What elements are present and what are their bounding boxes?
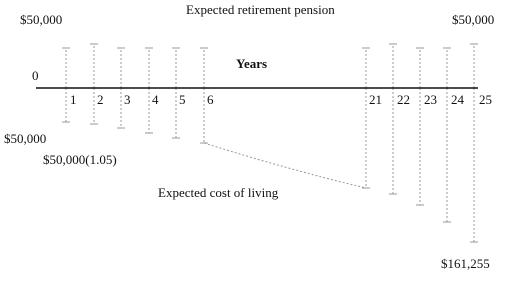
cost-growth-curve (204, 143, 366, 188)
pension-arrow (362, 48, 370, 88)
origin-label: 0 (32, 68, 39, 83)
pension-arrow (389, 44, 397, 88)
bottom-first-amount: $50,000 (4, 131, 47, 146)
pension-arrow (200, 48, 208, 88)
top-title: Expected retirement pension (186, 2, 335, 17)
year-tick: 1 (70, 92, 77, 107)
axis-label: Years (236, 56, 268, 71)
pension-arrow (117, 48, 125, 88)
pension-arrow (62, 48, 70, 88)
year-tick: 2 (97, 92, 104, 107)
pension-arrow (470, 44, 478, 88)
pension-arrow (90, 44, 98, 88)
year-tick: 3 (124, 92, 131, 107)
cost-arrow (62, 88, 70, 122)
cost-arrows (62, 88, 478, 242)
year-tick: 23 (424, 92, 437, 107)
bottom-last-amount: $161,255 (441, 256, 490, 271)
year-tick: 5 (179, 92, 186, 107)
cost-arrow (470, 88, 478, 242)
pension-arrows (62, 44, 478, 88)
bottom-second-amount: $50,000(1.05) (43, 152, 117, 167)
year-tick: 22 (397, 92, 410, 107)
cost-arrow (416, 88, 424, 205)
top-right-amount: $50,000 (452, 12, 495, 27)
pension-arrow (145, 48, 153, 88)
year-tick: 21 (369, 92, 382, 107)
top-left-amount: $50,000 (20, 12, 63, 27)
pension-arrow (172, 48, 180, 88)
bottom-caption: Expected cost of living (158, 185, 279, 200)
year-tick: 4 (152, 92, 159, 107)
cost-arrow (389, 88, 397, 194)
cost-arrow (443, 88, 451, 222)
pension-arrow (443, 48, 451, 88)
year-tick: 24 (451, 92, 464, 107)
year-tick: 6 (207, 92, 214, 107)
pension-arrow (416, 48, 424, 88)
year-tick: 25 (479, 92, 492, 107)
